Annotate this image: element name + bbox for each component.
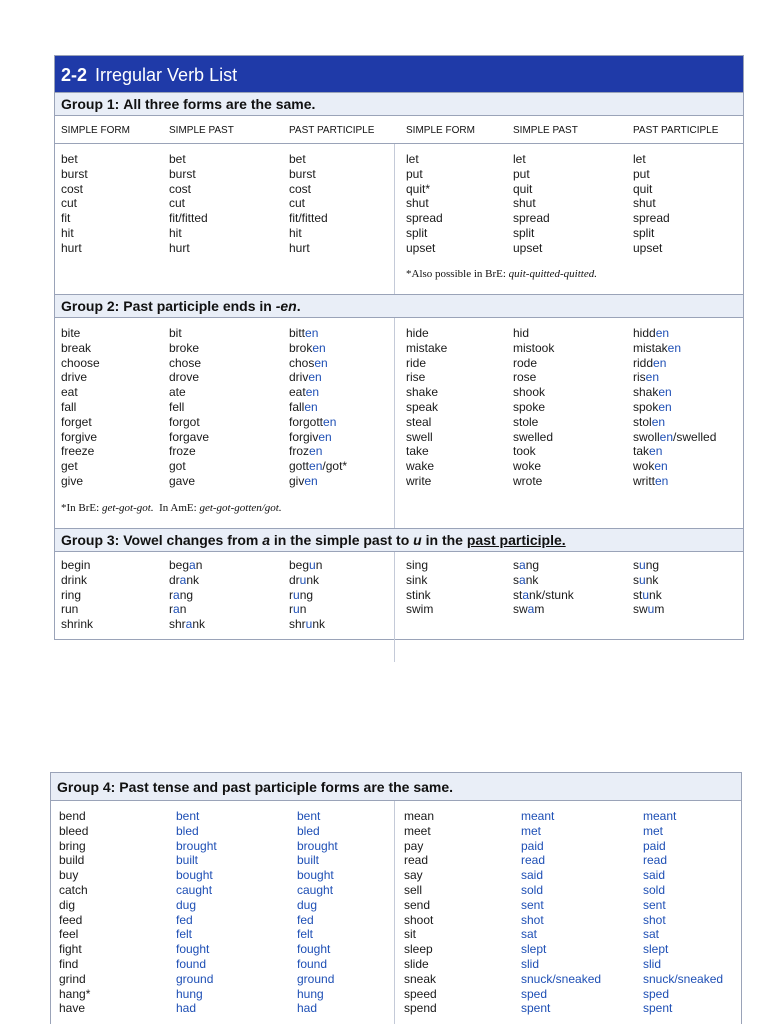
verb-cell: sold bbox=[521, 882, 544, 897]
verb-cell: cut bbox=[61, 196, 78, 211]
verb-cell: split bbox=[633, 225, 655, 240]
group1-header bbox=[55, 92, 743, 116]
verb-cell: shrunk bbox=[289, 617, 326, 632]
verb-cell: spent bbox=[521, 1001, 551, 1016]
verb-cell: cost bbox=[169, 181, 192, 196]
verb-cell: shut bbox=[406, 196, 429, 211]
verb-cell: sold bbox=[643, 882, 666, 897]
verb-cell: rise bbox=[406, 370, 426, 385]
verb-cell: ring bbox=[61, 587, 82, 602]
group1-right-past bbox=[513, 152, 550, 256]
verb-cell: found bbox=[297, 956, 328, 971]
verb-cell: swim bbox=[406, 602, 434, 617]
verb-cell: taken bbox=[633, 444, 663, 459]
table-number: 2-2 bbox=[61, 65, 88, 85]
verb-cell: hide bbox=[406, 326, 429, 340]
verb-cell: shut bbox=[633, 196, 656, 211]
col-header: SIMPLE PAST bbox=[169, 125, 234, 136]
verb-cell: wrote bbox=[513, 473, 543, 488]
verb-cell: slid bbox=[643, 956, 662, 971]
group3-letter-u: u bbox=[413, 532, 422, 548]
verb-cell: paid bbox=[521, 838, 544, 853]
group2-left-simple bbox=[61, 326, 100, 489]
group3-right-past bbox=[513, 558, 574, 617]
verb-cell: hung bbox=[176, 986, 203, 1001]
verb-cell: dig bbox=[59, 897, 76, 912]
verb-cell: sink bbox=[406, 572, 428, 587]
col-header: PAST PARTICIPLE bbox=[289, 125, 375, 136]
verb-table-top bbox=[54, 55, 744, 640]
verb-cell: hit bbox=[61, 225, 74, 240]
verb-cell: hit bbox=[289, 225, 302, 240]
table-title-bar bbox=[55, 56, 743, 92]
verb-cell: quit bbox=[633, 181, 653, 196]
verb-cell: split bbox=[406, 225, 428, 240]
verb-cell: read bbox=[521, 853, 546, 868]
group3-left-simple bbox=[61, 558, 93, 632]
verb-cell: freeze bbox=[61, 444, 95, 459]
verb-cell: ride bbox=[406, 355, 427, 370]
group3-label: Group 3: bbox=[61, 532, 120, 548]
verb-cell: swam bbox=[513, 602, 545, 617]
verb-cell: rose bbox=[513, 370, 537, 385]
column-divider bbox=[394, 552, 395, 662]
verb-cell: upset bbox=[513, 240, 543, 255]
group1-left-simple bbox=[61, 152, 88, 256]
verb-cell: bled bbox=[176, 823, 199, 838]
verb-cell: built bbox=[297, 853, 320, 868]
verb-cell: built bbox=[176, 853, 199, 868]
verb-cell: ground bbox=[297, 971, 335, 986]
group2-left-participle bbox=[289, 326, 347, 489]
verb-cell: broke bbox=[169, 340, 200, 355]
group2-right-past bbox=[513, 326, 554, 489]
verb-cell: forget bbox=[61, 414, 92, 429]
group3-right-simple bbox=[406, 558, 433, 617]
verb-cell: get bbox=[61, 459, 78, 474]
verb-cell: hurt bbox=[61, 240, 82, 255]
verb-cell: quit bbox=[513, 181, 533, 196]
verb-cell: ran bbox=[169, 602, 187, 617]
verb-cell: give bbox=[61, 473, 84, 488]
verb-cell: sent bbox=[521, 897, 544, 912]
verb-cell: let bbox=[513, 152, 526, 166]
verb-cell: speed bbox=[404, 986, 437, 1001]
group1-right-participle bbox=[633, 152, 670, 256]
verb-cell: buy bbox=[59, 868, 79, 883]
group2-desc-ending: -en bbox=[275, 298, 297, 314]
col-header: SIMPLE PAST bbox=[513, 125, 578, 136]
verb-cell: forgiven bbox=[289, 429, 332, 444]
verb-cell: hidden bbox=[633, 326, 670, 340]
verb-cell: say bbox=[404, 868, 423, 883]
verb-cell: fought bbox=[176, 942, 210, 957]
verb-cell: had bbox=[297, 1001, 318, 1016]
verb-cell: put bbox=[513, 166, 530, 181]
verb-cell: sat bbox=[643, 927, 660, 942]
verb-cell: forgotten bbox=[289, 414, 337, 429]
verb-cell: put bbox=[633, 166, 650, 181]
verb-cell: swelled bbox=[513, 429, 554, 444]
verb-cell: eaten bbox=[289, 385, 320, 400]
verb-cell: cost bbox=[289, 181, 312, 196]
verb-cell: cost bbox=[61, 181, 84, 196]
verb-cell: shrank bbox=[169, 617, 206, 632]
verb-cell: feel bbox=[59, 927, 79, 942]
group3-left-past bbox=[169, 558, 205, 632]
column-headers bbox=[55, 116, 743, 144]
col-header: PAST PARTICIPLE bbox=[633, 125, 719, 136]
verb-cell: take bbox=[406, 444, 429, 459]
verb-cell: said bbox=[521, 868, 544, 883]
verb-cell: chosen bbox=[289, 355, 328, 370]
group4-header bbox=[51, 773, 741, 801]
group3-rows bbox=[55, 552, 743, 662]
verb-cell: find bbox=[59, 956, 79, 971]
verb-cell: split bbox=[513, 225, 535, 240]
verb-cell: sent bbox=[643, 897, 666, 912]
group2-rows bbox=[55, 318, 743, 528]
verb-cell: build bbox=[59, 853, 85, 868]
verb-cell: sneak bbox=[404, 971, 437, 986]
verb-cell: upset bbox=[633, 240, 663, 255]
verb-cell: bet bbox=[289, 152, 306, 166]
verb-cell: put bbox=[406, 166, 423, 181]
verb-cell: fit/fitted bbox=[169, 211, 208, 226]
verb-cell: run bbox=[289, 602, 307, 617]
verb-cell: bled bbox=[297, 823, 320, 838]
verb-cell: stolen bbox=[633, 414, 666, 429]
verb-cell: slide bbox=[404, 956, 429, 971]
verb-cell: rode bbox=[513, 355, 538, 370]
verb-cell: spread bbox=[406, 211, 443, 226]
verb-cell: shot bbox=[521, 912, 544, 927]
verb-cell: hung bbox=[297, 986, 324, 1001]
verb-cell: stink bbox=[406, 587, 431, 602]
verb-cell: drank bbox=[169, 572, 200, 587]
verb-cell: bring bbox=[59, 838, 86, 853]
verb-cell: felt bbox=[176, 927, 193, 942]
group2-label: Group 2: bbox=[61, 298, 120, 314]
verb-cell: meant bbox=[521, 809, 555, 823]
verb-cell: burst bbox=[61, 166, 88, 181]
verb-cell: froze bbox=[169, 444, 196, 459]
verb-cell: chose bbox=[169, 355, 202, 370]
verb-cell: hid bbox=[513, 326, 530, 340]
verb-cell: bought bbox=[297, 868, 334, 883]
verb-cell: mean bbox=[404, 809, 435, 823]
group2-desc: Past participle ends in bbox=[123, 298, 272, 314]
verb-cell: let bbox=[633, 152, 646, 166]
verb-cell: cut bbox=[289, 196, 306, 211]
verb-cell: frozen bbox=[289, 444, 323, 459]
verb-cell: fell bbox=[169, 399, 185, 414]
group1-footnote bbox=[406, 268, 597, 280]
verb-cell: slept bbox=[521, 942, 547, 957]
group3-left-participle bbox=[289, 558, 325, 632]
verb-cell: burst bbox=[169, 166, 196, 181]
footnote-ame-example: get-got-gotten/got. bbox=[199, 502, 282, 514]
group2-header bbox=[55, 294, 743, 318]
group2-right-simple bbox=[406, 326, 447, 489]
verb-cell: shot bbox=[643, 912, 666, 927]
verb-cell: stole bbox=[513, 414, 539, 429]
verb-cell: caught bbox=[176, 882, 213, 897]
verb-cell: grind bbox=[59, 971, 86, 986]
verb-cell: choose bbox=[61, 355, 100, 370]
verb-cell: eat bbox=[61, 385, 78, 400]
verb-cell: spoken bbox=[633, 399, 672, 414]
verb-cell: begin bbox=[61, 558, 91, 572]
group1-rows bbox=[55, 144, 743, 294]
verb-cell: woke bbox=[513, 459, 542, 474]
group4-right-simple bbox=[404, 809, 437, 1016]
group4-left-participle bbox=[297, 809, 338, 1016]
verb-cell: ridden bbox=[633, 355, 667, 370]
verb-cell: shut bbox=[513, 196, 536, 211]
verb-cell: spread bbox=[633, 211, 670, 226]
group4-left-past bbox=[176, 809, 217, 1016]
group4-left-simple bbox=[59, 809, 90, 1016]
verb-cell: spent bbox=[643, 1001, 673, 1016]
verb-cell: write bbox=[406, 473, 432, 488]
verb-cell: swell bbox=[406, 429, 433, 444]
verb-cell: read bbox=[643, 853, 668, 868]
verb-cell: fed bbox=[176, 912, 193, 927]
footnote-text: *Also possible in BrE: bbox=[406, 268, 506, 280]
verb-cell: burst bbox=[289, 166, 316, 181]
verb-cell: written bbox=[633, 473, 669, 488]
verb-cell: sunk bbox=[633, 572, 659, 587]
verb-cell: forgive bbox=[61, 429, 98, 444]
verb-cell: drunk bbox=[289, 572, 320, 587]
verb-cell: forgave bbox=[169, 429, 210, 444]
verb-cell: have bbox=[59, 1001, 86, 1016]
footnote-example: quit-quitted-quitted. bbox=[508, 268, 597, 280]
verb-cell: cut bbox=[169, 196, 186, 211]
verb-cell: fought bbox=[297, 942, 331, 957]
verb-cell: hit bbox=[169, 225, 182, 240]
group1-desc: All three forms are the same. bbox=[123, 96, 316, 112]
verb-cell: forgot bbox=[169, 414, 200, 429]
footnote-ame: In AmE: bbox=[159, 502, 197, 514]
group3-desc-underlined: past participle. bbox=[466, 532, 566, 548]
verb-cell: stunk bbox=[633, 587, 662, 602]
verb-cell: began bbox=[169, 558, 203, 572]
verb-cell: sank bbox=[513, 572, 539, 587]
verb-cell: feed bbox=[59, 912, 83, 927]
verb-cell: fight bbox=[59, 942, 82, 957]
verb-cell: swollen/swelled bbox=[633, 429, 717, 444]
column-divider bbox=[394, 318, 395, 528]
verb-cell: mistake bbox=[406, 340, 448, 355]
verb-cell: woken bbox=[633, 459, 668, 474]
verb-cell: rung bbox=[289, 587, 314, 602]
footnote-bre-example: get-got-got. bbox=[101, 502, 154, 514]
verb-cell: sleep bbox=[404, 942, 433, 957]
verb-cell: broken bbox=[289, 340, 326, 355]
verb-cell: shook bbox=[513, 385, 546, 400]
verb-cell: read bbox=[404, 853, 429, 868]
verb-cell: driven bbox=[289, 370, 322, 385]
verb-cell: met bbox=[521, 823, 542, 838]
verb-cell: mistook bbox=[513, 340, 555, 355]
group3-header bbox=[55, 528, 743, 552]
verb-cell: shaken bbox=[633, 385, 672, 400]
verb-cell: took bbox=[513, 444, 536, 459]
group3-right-participle bbox=[633, 558, 664, 617]
verb-cell: bet bbox=[61, 152, 78, 166]
verb-cell: sped bbox=[521, 986, 548, 1001]
table-title: Irregular Verb List bbox=[95, 65, 238, 85]
verb-cell: fit bbox=[61, 211, 71, 226]
verb-cell: let bbox=[406, 152, 419, 166]
column-divider bbox=[394, 801, 395, 1024]
verb-cell: gotten/got* bbox=[289, 459, 348, 474]
verb-cell: upset bbox=[406, 240, 436, 255]
group1-left-past bbox=[169, 152, 208, 256]
verb-cell: drink bbox=[61, 572, 88, 587]
verb-cell: steal bbox=[406, 414, 432, 429]
verb-cell: rang bbox=[169, 587, 194, 602]
verb-cell: sung bbox=[633, 558, 660, 572]
verb-cell: meant bbox=[643, 809, 677, 823]
verb-cell: given bbox=[289, 473, 318, 488]
verb-cell: hurt bbox=[289, 240, 310, 255]
group2-left-past bbox=[169, 326, 209, 489]
footnote-bre: *In BrE: bbox=[61, 502, 100, 514]
group4-rows bbox=[51, 801, 741, 1024]
group3-desc-b: in the simple past to bbox=[273, 532, 410, 548]
verb-cell: caught bbox=[297, 882, 334, 897]
verb-cell: bent bbox=[176, 809, 200, 823]
verb-cell: slid bbox=[521, 956, 540, 971]
verb-cell: break bbox=[61, 340, 92, 355]
group4-right-participle bbox=[643, 809, 723, 1016]
verb-cell: snuck/sneaked bbox=[643, 971, 724, 986]
group3-desc-c: in the bbox=[425, 532, 463, 548]
group3-desc: Vowel changes from bbox=[123, 532, 259, 548]
verb-cell: dug bbox=[176, 897, 197, 912]
verb-cell: bite bbox=[61, 326, 81, 340]
verb-cell: brought bbox=[297, 838, 338, 853]
verb-cell: paid bbox=[643, 838, 666, 853]
verb-cell: sit bbox=[404, 927, 416, 942]
verb-cell: got bbox=[169, 459, 186, 474]
verb-cell: hurt bbox=[169, 240, 190, 255]
verb-cell: send bbox=[404, 897, 431, 912]
group1-right-simple bbox=[406, 152, 443, 256]
verb-cell: begun bbox=[289, 558, 323, 572]
verb-cell: found bbox=[176, 956, 207, 971]
group1-label: Group 1: bbox=[61, 96, 120, 112]
verb-cell: run bbox=[61, 602, 79, 617]
verb-cell: drove bbox=[169, 370, 200, 385]
verb-cell: sat bbox=[521, 927, 538, 942]
verb-cell: spend bbox=[404, 1001, 437, 1016]
verb-cell: bet bbox=[169, 152, 186, 166]
verb-cell: bend bbox=[59, 809, 86, 823]
verb-cell: speak bbox=[406, 399, 439, 414]
verb-cell: risen bbox=[633, 370, 660, 385]
verb-cell: bitten bbox=[289, 326, 319, 340]
group2-footnote bbox=[61, 502, 282, 514]
group2-desc-suffix: . bbox=[296, 298, 301, 314]
verb-cell: shrink bbox=[61, 617, 94, 632]
verb-cell: fallen bbox=[289, 399, 318, 414]
verb-cell: meet bbox=[404, 823, 431, 838]
group4-desc: Past tense and past participle forms are the same. bbox=[119, 778, 454, 795]
col-header: SIMPLE FORM bbox=[61, 125, 130, 136]
verb-cell: snuck/sneaked bbox=[521, 971, 602, 986]
verb-cell: swum bbox=[633, 602, 665, 617]
verb-cell: met bbox=[643, 823, 664, 838]
verb-cell: hang* bbox=[59, 986, 91, 1001]
verb-cell: bent bbox=[297, 809, 321, 823]
verb-cell: stank/stunk bbox=[513, 587, 574, 602]
verb-cell: had bbox=[176, 1001, 197, 1016]
group3-letter-a: a bbox=[262, 532, 271, 548]
verb-cell: fall bbox=[61, 399, 77, 414]
group4-label: Group 4: bbox=[57, 778, 116, 795]
verb-cell: wake bbox=[406, 459, 435, 474]
column-divider bbox=[394, 144, 395, 294]
verb-cell: bit bbox=[169, 326, 182, 340]
verb-cell: quit* bbox=[406, 181, 431, 196]
verb-cell: drive bbox=[61, 370, 88, 385]
verb-cell: pay bbox=[404, 838, 424, 853]
verb-cell: ground bbox=[176, 971, 214, 986]
verb-cell: spoke bbox=[513, 399, 546, 414]
verb-cell: said bbox=[643, 868, 666, 883]
verb-cell: sell bbox=[404, 882, 423, 897]
verb-cell: fed bbox=[297, 912, 314, 927]
group1-left-participle bbox=[289, 152, 328, 256]
verb-cell: slept bbox=[643, 942, 669, 957]
verb-cell: gave bbox=[169, 473, 196, 488]
verb-table-bottom bbox=[50, 772, 742, 1024]
verb-cell: sang bbox=[513, 558, 540, 572]
verb-cell: brought bbox=[176, 838, 217, 853]
group2-right-participle bbox=[633, 326, 716, 489]
verb-cell: fit/fitted bbox=[289, 211, 328, 226]
verb-cell: bought bbox=[176, 868, 213, 883]
verb-cell: ate bbox=[169, 385, 186, 400]
verb-cell: mistaken bbox=[633, 340, 682, 355]
verb-cell: shoot bbox=[404, 912, 434, 927]
group4-right-past bbox=[521, 809, 601, 1016]
verb-cell: shake bbox=[406, 385, 439, 400]
verb-cell: spread bbox=[513, 211, 550, 226]
verb-cell: bleed bbox=[59, 823, 89, 838]
col-header: SIMPLE FORM bbox=[406, 125, 475, 136]
verb-cell: catch bbox=[59, 882, 88, 897]
verb-cell: felt bbox=[297, 927, 314, 942]
verb-cell: sped bbox=[643, 986, 670, 1001]
verb-cell: dug bbox=[297, 897, 318, 912]
verb-cell: sing bbox=[406, 558, 429, 572]
